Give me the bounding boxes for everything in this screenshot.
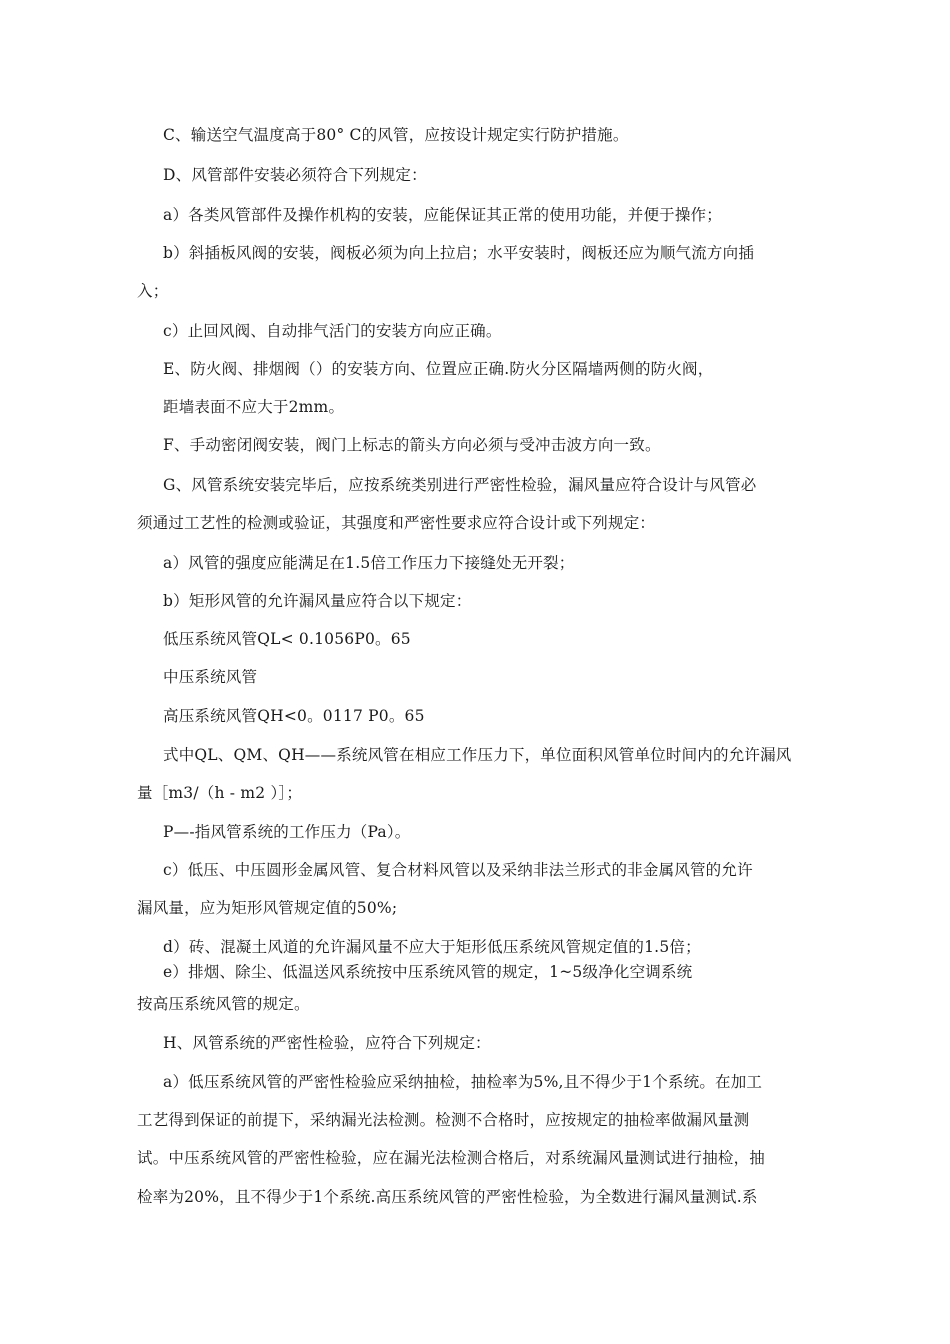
text-line-h: H、风管系统的严密性检验，应符合下列规定：: [163, 1034, 491, 1052]
text-line-g-d: d）砖、混凝土风道的允许漏风量不应大于矩形低压系统风管规定值的1.5倍；: [163, 938, 701, 956]
text-line-formula-desc-cont: 量［m3/（h - m2 ）］；: [137, 784, 303, 802]
text-line-d-a: a）各类风管部件及操作机构的安装，应能保证其正常的使用功能，并便于操作；: [163, 206, 722, 224]
text-line-d-b: b）斜插板风阀的安装，阀板必须为向上拉启；水平安装时，阀板还应为顺气流方向插: [163, 244, 755, 262]
text-line-g-b: b）矩形风管的允许漏风量应符合以下规定：: [163, 592, 472, 610]
text-line-h-a-cont2: 试。中压系统风管的严密性检验，应在漏光法检测合格后，对系统漏风量测试进行抽检，抽: [137, 1149, 766, 1167]
text-line-g-a: a）风管的强度应能满足在1.5倍工作压力下接缝处无开裂；: [163, 554, 575, 572]
text-line-g-e-cont: 按高压系统风管的规定。: [137, 995, 310, 1013]
text-line-f: F、手动密闭阀安装，阀门上标志的箭头方向必须与受冲击波方向一致。: [163, 436, 661, 454]
text-line-g-e: e）排烟、除尘、低温送风系统按中压系统风管的规定，1~5级净化空调系统: [163, 963, 693, 981]
text-line-p-def: P—-指风管系统的工作压力（Pa）。: [163, 823, 411, 841]
text-line-formula-desc: 式中QL、QM、QH——系统风管在相应工作压力下，单位面积风管单位时间内的允许漏风: [163, 746, 792, 764]
text-line-e-cont: 距墙表面不应大于2mm。: [163, 398, 345, 416]
formula-high-pressure: 高压系统风管QH<0。0117 P0。65: [163, 707, 425, 725]
text-line-h-a-cont3: 检率为20%，且不得少于1个系统.高压系统风管的严密性检验，为全数进行漏风量测试.系: [137, 1188, 758, 1206]
text-line-g-cont: 须通过工艺性的检测或验证，其强度和严密性要求应符合设计或下列规定：: [137, 514, 656, 532]
text-line-e: E、防火阀、排烟阀（）的安装方向、位置应正确.防火分区隔墙两侧的防火阀，: [163, 360, 714, 378]
text-line-d: D、风管部件安装必须符合下列规定：: [163, 166, 427, 184]
text-line-h-a: a）低压系统风管的严密性检验应采纳抽检，抽检率为5%,且不得少于1个系统。在加工: [163, 1073, 763, 1091]
text-line-d-b-cont: 入；: [137, 282, 169, 300]
text-line-g-c: c）低压、中压圆形金属风管、复合材料风管以及采纳非法兰形式的非金属风管的允许: [163, 861, 753, 879]
text-line-g: G、风管系统安装完毕后，应按系统类别进行严密性检验，漏风量应符合设计与风管必: [163, 476, 757, 494]
text-line-d-c: c）止回风阀、自动排气活门的安装方向应正确。: [163, 322, 502, 340]
formula-medium-pressure: 中压系统风管: [163, 668, 258, 686]
text-line-h-a-cont1: 工艺得到保证的前提下，采纳漏光法检测。检测不合格时，应按规定的抽检率做漏风量测: [137, 1111, 750, 1129]
text-line-c: C、输送空气温度高于80° C的风管，应按设计规定实行防护措施。: [163, 126, 629, 144]
text-line-g-c-cont: 漏风量，应为矩形风管规定值的50%;: [137, 899, 398, 917]
formula-low-pressure: 低压系统风管QL< 0.1056P0。65: [163, 630, 411, 648]
